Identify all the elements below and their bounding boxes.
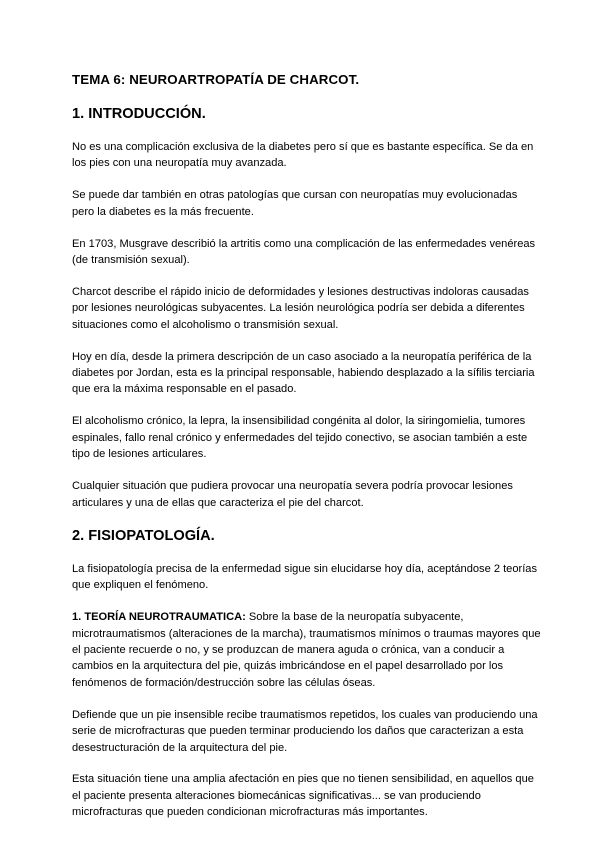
theory-lead: 1. TEORÍA NEUROTRAUMATICA: — [72, 611, 246, 624]
paragraph: Hoy en día, desde la primera descripción de un caso asociado a la neuropatía periférica de la diabetes por Jordan, esta es la principal responsable, habiendo desplazado a la sífilis terciaria que era la máxima responsable en el pasado. — [72, 350, 535, 396]
theory-text: Sobre la base de la neuropatía subyacente, microtraumatismos (alteraciones de la marcha), traumatismos mínimos o traumas mayores que el paciente recuerde o no, y se produzcan de manera aguda o crónica, van a conducir a cambios en la arquitectura del pie, quizás imbricándose en el papel desarrollado por los fenómenos de formación/destrucción sobre las células óseas. — [72, 611, 541, 689]
paragraph: Se puede dar también en otras patologías que cursan con neuropatías muy evolucionadas pero la diabetes es la más frecuente. — [72, 189, 518, 218]
paragraph: En 1703, Musgrave describió la artritis como una complicación de las enfermedades venéreas (de transmisión sexual). — [72, 237, 536, 267]
paragraph: Charcot describe el rápido inicio de deformidades y lesiones destructivas indoloras causadas por lesiones neurológicas subyacentes. La lesión neurológica podría ser debida a diferentes situaciones como el alcoholismo o transmisión sexual. — [72, 285, 529, 331]
document-title: TEMA 6: NEUROARTROPATÍA DE CHARCOT. — [72, 72, 360, 87]
paragraph: Defiende que un pie insensible recibe traumatismos repetidos, los cuales van produciendo una serie de microfracturas que pueden terminar produciendo los daños que caracterizan a esta desestructuración de la arquitectura del pie. — [72, 708, 538, 754]
paragraph: El alcoholismo crónico, la lepra, la insensibilidad congénita al dolor, la siringomielia, tumores espinales, fallo renal crónico y enfermedades del tejido conectivo, se asocian también a este tipo de lesiones articulares. — [72, 415, 528, 461]
theory-paragraph — [72, 609, 542, 691]
document-page — [72, 72, 542, 836]
paragraph: No es una complicación exclusiva de la diabetes pero sí que es bastante específica. Se da en los pies con una neuropatía muy avanzada. — [72, 141, 534, 170]
paragraph: La fisiopatología precisa de la enfermedad sigue sin elucidarse hoy día, aceptándose 2 teorías que expliquen el fenómeno. — [72, 562, 538, 592]
section-heading-introduccion: 1. INTRODUCCIÓN. — [72, 106, 206, 122]
section-heading-fisiopatologia: 2. FISIOPATOLOGÍA. — [72, 527, 215, 544]
paragraph: Cualquier situación que pudiera provocar una neuropatía severa podría provocar lesiones articulares y una de ellas que caracteriza el pie del charcot. — [72, 480, 513, 509]
paragraph: Esta situación tiene una amplia afectación en pies que no tienen sensibilidad, en aquellos que el paciente presenta alteraciones biomecánicas significativas... se van produciendo microfracturas que pueden condicionan microfracturas más importantes. — [72, 773, 534, 819]
